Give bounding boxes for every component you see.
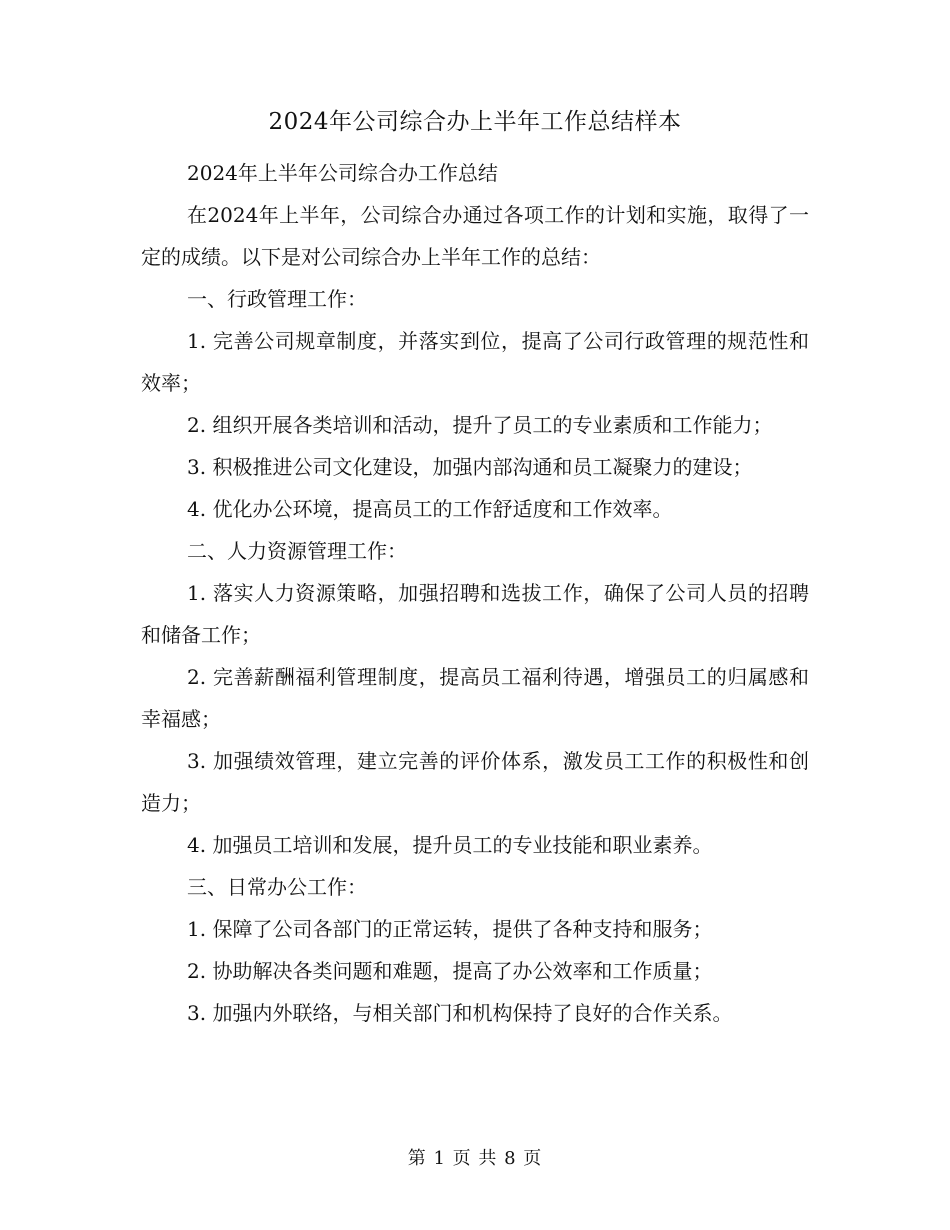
document-title: 2024年公司综合办上半年工作总结样本 [268,109,682,135]
list-item: 2. 完善薪酬福利管理制度，提高员工福利待遇，增强员工的归属感和幸福感； [141,665,809,731]
section-heading-admin: 一、行政管理工作： [187,287,367,311]
list-item: 1. 完善公司规章制度，并落实到位，提高了公司行政管理的规范性和效率； [141,329,809,395]
intro-paragraph: 在2024年上半年，公司综合办通过各项工作的计划和实施，取得了一定的成绩。以下是对公司综合办上半年工作的总结： [141,203,809,269]
document-body [141,152,809,1034]
list-item: 4. 优化办公环境，提高员工的工作舒适度和工作效率。 [187,497,673,521]
list-item: 4. 加强员工培训和发展，提升员工的专业技能和职业素养。 [187,833,713,857]
list-item: 2. 组织开展各类培训和活动，提升了员工的专业素质和工作能力； [187,413,773,437]
list-item: 3. 积极推进公司文化建设，加强内部沟通和员工凝聚力的建设； [187,455,753,479]
section-heading-office: 三、日常办公工作： [187,875,367,899]
list-item: 1. 保障了公司各部门的正常运转，提供了各种支持和服务； [187,917,713,941]
list-item: 1. 落实人力资源策略，加强招聘和选拔工作，确保了公司人员的招聘和储备工作； [141,581,809,647]
list-item: 2. 协助解决各类问题和难题，提高了办公效率和工作质量； [187,959,713,983]
page-number-footer: 第 1 页 共 8 页 [407,1148,543,1169]
list-item: 3. 加强绩效管理，建立完善的评价体系，激发员工工作的积极性和创造力； [141,749,809,815]
section-heading-hr: 二、人力资源管理工作： [187,539,407,563]
list-item: 3. 加强内外联络，与相关部门和机构保持了良好的合作关系。 [187,1001,733,1025]
subtitle-paragraph: 2024年上半年公司综合办工作总结 [187,161,498,185]
